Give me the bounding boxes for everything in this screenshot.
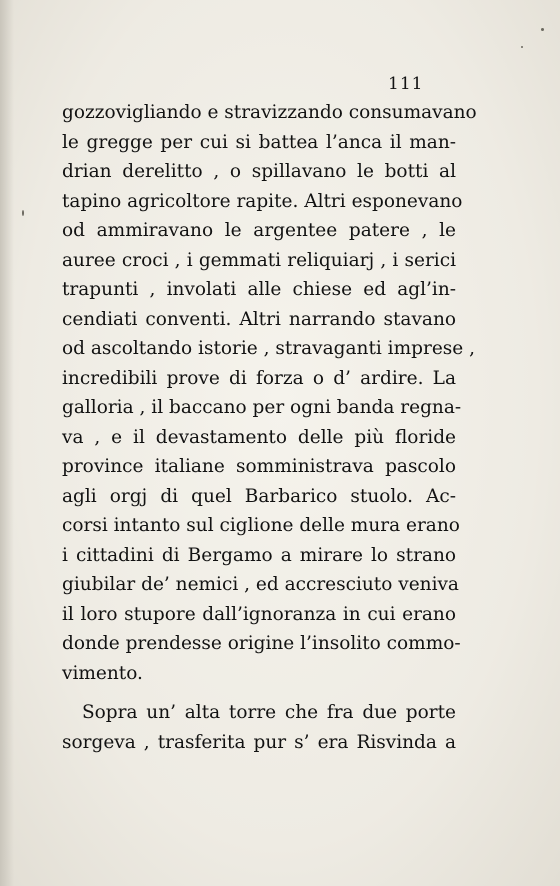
text-line-16: i cittadini di Bergamo a mirare lo strano [62,544,456,566]
text-line-15: corsi intanto sul ciglione delle mura erano [62,515,460,536]
text-line-6: auree croci , i gemmati reliquiarj , i serici [62,249,456,271]
text-line-21: Sopra un’ alta torre che fra due porte [82,702,456,723]
text-line-5: od ammiravano le argentee patere , le [62,220,456,241]
text-line-9: od ascoltando istorie , stravaganti imprese , [62,338,475,359]
paper-speck [541,28,544,31]
gutter-shadow [0,0,14,886]
text-line-13: province italiane somministrava pascolo [62,456,456,477]
text-line-22: sorgeva , trasferita pur s’ era Risvinda a [62,731,456,753]
text-line-8: cendiati conventi. Altri narrando stavano [62,308,456,330]
text-line-7: trapunti , involati alle chiese ed agl’in- [62,279,456,300]
text-line-20: vimento. [62,662,143,684]
text-line-10: incredibili prove di forza o d’ ardire. La [62,367,456,389]
text-line-11: galloria , il baccano per ogni banda regna- [62,397,462,418]
text-line-14: agli orgj di quel Barbarico stuolo. Ac- [62,485,456,507]
text-line-19: donde prendesse origine l’insolito commo- [62,633,461,654]
text-line-12: va , e il devastamento delle più floride [62,426,456,448]
text-line-17: giubilar de’ nemici , ed accresciuto veniva [62,574,459,595]
paper-speck [22,210,24,216]
page-number: 111 [388,74,424,94]
text-line-1: gozzovigliando e stravizzando consumavano [62,102,477,123]
text-line-2: le gregge per cui si battea l’anca il man- [62,131,456,153]
paper-speck [521,46,523,48]
text-line-4: tapino agricoltore rapite. Altri esponevano [62,190,463,212]
text-line-18: il loro stupore dall’ignoranza in cui erano [62,603,456,625]
text-line-3: drian derelitto , o spillavano le botti al [62,161,456,182]
